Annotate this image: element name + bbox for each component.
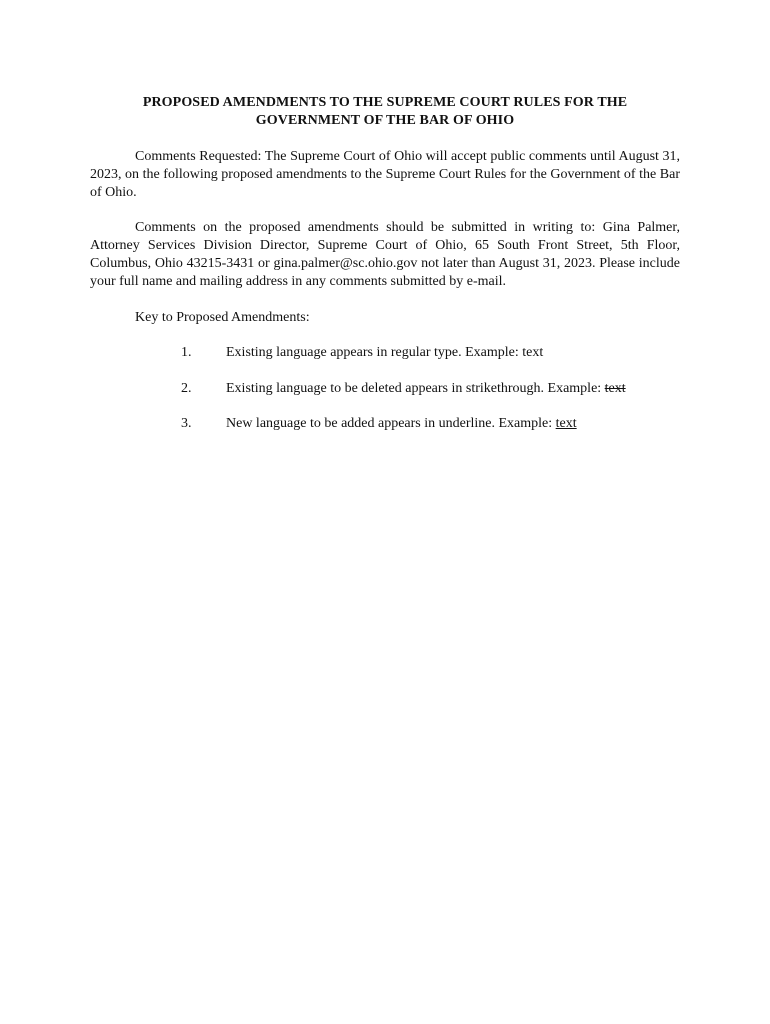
key-item-text: Existing language appears in regular type. Example:: [226, 345, 523, 360]
document-title: PROPOSED AMENDMENTS TO THE SUPREME COURT RULES FOR THE GOVERNMENT OF THE BAR OF OHIO: [142, 95, 628, 128]
example-regular-text: text: [522, 345, 544, 360]
key-item-number: 3.: [181, 416, 192, 431]
key-item-strikethrough: [181, 380, 681, 398]
example-underline-text: text: [555, 416, 577, 431]
example-strikethrough-text: text: [604, 381, 626, 396]
key-item-text: Existing language to be deleted appears in strikethrough. Example:: [226, 381, 605, 396]
key-heading: Key to Proposed Amendments:: [135, 310, 310, 325]
key-item-underline: [181, 415, 681, 433]
key-item-text: New language to be added appears in underline. Example:: [226, 416, 556, 431]
submission-instructions-paragraph: Comments on the proposed amendments should be submitted in writing to: Gina Palmer, Attorney Services Division Director, Supreme Court of Ohio, 65 South Front Street, 5th Floor, Columbus, Ohio 43215-3431 or gina.palmer@sc.ohio.gov not later than August 31, 2023. Please include your full name and mailing address in any comments submitted by e-mail.: [90, 220, 680, 289]
comments-requested-paragraph: Comments Requested: The Supreme Court of Ohio will accept public comments until August 31, 2023, on the following proposed amendments to the Supreme Court Rules for the Government of the Bar of Ohio.: [90, 149, 680, 200]
key-item-regular: [181, 344, 681, 362]
key-item-number: 2.: [181, 381, 192, 396]
key-item-number: 1.: [181, 345, 192, 360]
